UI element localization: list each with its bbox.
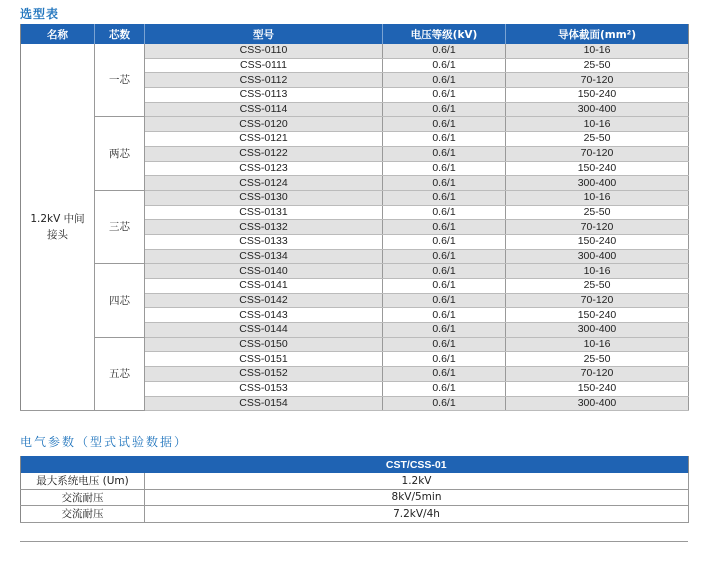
electrical-params-table <box>20 456 689 523</box>
table-row <box>21 44 689 58</box>
core-count-cell: 一芯 <box>95 44 145 117</box>
voltage-cell: 0.6/1 <box>383 367 506 382</box>
voltage-cell: 0.6/1 <box>383 293 506 308</box>
header-cross-section: 导体截面(mm²) <box>506 24 689 44</box>
voltage-cell: 0.6/1 <box>383 323 506 338</box>
cross-section-cell: 300-400 <box>506 102 689 117</box>
cross-section-cell: 150-240 <box>506 88 689 103</box>
voltage-cell: 0.6/1 <box>383 117 506 132</box>
model-cell: CSS-0120 <box>145 117 383 132</box>
table-row <box>21 337 689 352</box>
model-cell: CSS-0124 <box>145 176 383 191</box>
cross-section-cell: 25-50 <box>506 132 689 147</box>
param-name-cell: 最大系统电压 (Um) <box>21 473 145 489</box>
model-cell: CSS-0144 <box>145 323 383 338</box>
product-name-cell: 1.2kV 中间 接头 <box>21 44 95 411</box>
cross-section-cell: 10-16 <box>506 190 689 205</box>
cross-section-cell: 70-120 <box>506 146 689 161</box>
cross-section-cell: 10-16 <box>506 264 689 279</box>
bottom-divider <box>20 541 688 542</box>
model-cell: CSS-0111 <box>145 58 383 73</box>
voltage-cell: 0.6/1 <box>383 161 506 176</box>
voltage-cell: 0.6/1 <box>383 337 506 352</box>
model-cell: CSS-0132 <box>145 220 383 235</box>
voltage-cell: 0.6/1 <box>383 352 506 367</box>
voltage-cell: 0.6/1 <box>383 279 506 294</box>
cross-section-cell: 25-50 <box>506 58 689 73</box>
model-cell: CSS-0151 <box>145 352 383 367</box>
model-cell: CSS-0131 <box>145 205 383 220</box>
voltage-cell: 0.6/1 <box>383 234 506 249</box>
voltage-cell: 0.6/1 <box>383 132 506 147</box>
cross-section-cell: 300-400 <box>506 176 689 191</box>
model-cell: CSS-0153 <box>145 381 383 396</box>
voltage-cell: 0.6/1 <box>383 308 506 323</box>
cross-section-cell: 300-400 <box>506 249 689 264</box>
header-model: 型号 <box>145 24 383 44</box>
cross-section-cell: 10-16 <box>506 337 689 352</box>
cross-section-cell: 150-240 <box>506 381 689 396</box>
cross-section-cell: 10-16 <box>506 44 689 58</box>
voltage-cell: 0.6/1 <box>383 381 506 396</box>
cross-section-cell: 300-400 <box>506 323 689 338</box>
table-row <box>21 264 689 279</box>
param-value-cell: 7.2kV/4h <box>145 506 689 523</box>
model-cell: CSS-0130 <box>145 190 383 205</box>
model-cell: CSS-0143 <box>145 308 383 323</box>
cross-section-cell: 70-120 <box>506 293 689 308</box>
voltage-cell: 0.6/1 <box>383 220 506 235</box>
core-count-cell: 两芯 <box>95 117 145 190</box>
cross-section-cell: 70-120 <box>506 73 689 88</box>
model-cell: CSS-0110 <box>145 44 383 58</box>
model-cell: CSS-0122 <box>145 146 383 161</box>
model-cell: CSS-0134 <box>145 249 383 264</box>
voltage-cell: 0.6/1 <box>383 58 506 73</box>
cross-section-cell: 25-50 <box>506 205 689 220</box>
model-cell: CSS-0133 <box>145 234 383 249</box>
cross-section-cell: 10-16 <box>506 117 689 132</box>
model-cell: CSS-0150 <box>145 337 383 352</box>
params-header-model: CST/CSS-01 <box>145 456 689 473</box>
model-cell: CSS-0112 <box>145 73 383 88</box>
voltage-cell: 0.6/1 <box>383 205 506 220</box>
param-value-cell: 1.2kV <box>145 473 689 489</box>
core-count-cell: 三芯 <box>95 190 145 263</box>
core-count-cell: 四芯 <box>95 264 145 337</box>
model-cell: CSS-0142 <box>145 293 383 308</box>
cross-section-cell: 300-400 <box>506 396 689 411</box>
core-count-cell: 五芯 <box>95 337 145 410</box>
model-cell: CSS-0154 <box>145 396 383 411</box>
model-cell: CSS-0140 <box>145 264 383 279</box>
cross-section-cell: 70-120 <box>506 220 689 235</box>
voltage-cell: 0.6/1 <box>383 44 506 58</box>
params-row <box>21 473 689 489</box>
voltage-cell: 0.6/1 <box>383 190 506 205</box>
selection-table-header <box>21 24 689 44</box>
voltage-cell: 0.6/1 <box>383 73 506 88</box>
header-cores: 芯数 <box>95 24 145 44</box>
voltage-cell: 0.6/1 <box>383 102 506 117</box>
selection-table-title: 选型表 <box>20 7 60 21</box>
cross-section-cell: 150-240 <box>506 234 689 249</box>
param-name-cell: 交流耐压 <box>21 489 145 506</box>
cross-section-cell: 150-240 <box>506 161 689 176</box>
electrical-params-title: 电气参数（型式试验数据） <box>20 435 189 449</box>
table-row <box>21 117 689 132</box>
model-cell: CSS-0114 <box>145 102 383 117</box>
params-header-blank <box>21 456 145 473</box>
voltage-cell: 0.6/1 <box>383 396 506 411</box>
model-cell: CSS-0141 <box>145 279 383 294</box>
cross-section-cell: 150-240 <box>506 308 689 323</box>
model-cell: CSS-0113 <box>145 88 383 103</box>
cross-section-cell: 25-50 <box>506 279 689 294</box>
model-cell: CSS-0123 <box>145 161 383 176</box>
model-cell: CSS-0121 <box>145 132 383 147</box>
voltage-cell: 0.6/1 <box>383 249 506 264</box>
table-row <box>21 190 689 205</box>
param-value-cell: 8kV/5min <box>145 489 689 506</box>
header-voltage: 电压等级(kV) <box>383 24 506 44</box>
param-name-cell: 交流耐压 <box>21 506 145 523</box>
params-header <box>21 456 689 473</box>
params-row <box>21 489 689 506</box>
model-cell: CSS-0152 <box>145 367 383 382</box>
voltage-cell: 0.6/1 <box>383 264 506 279</box>
voltage-cell: 0.6/1 <box>383 88 506 103</box>
cross-section-cell: 25-50 <box>506 352 689 367</box>
cross-section-cell: 70-120 <box>506 367 689 382</box>
selection-table <box>20 24 689 411</box>
header-name: 名称 <box>21 24 95 44</box>
voltage-cell: 0.6/1 <box>383 176 506 191</box>
voltage-cell: 0.6/1 <box>383 146 506 161</box>
params-row <box>21 506 689 523</box>
